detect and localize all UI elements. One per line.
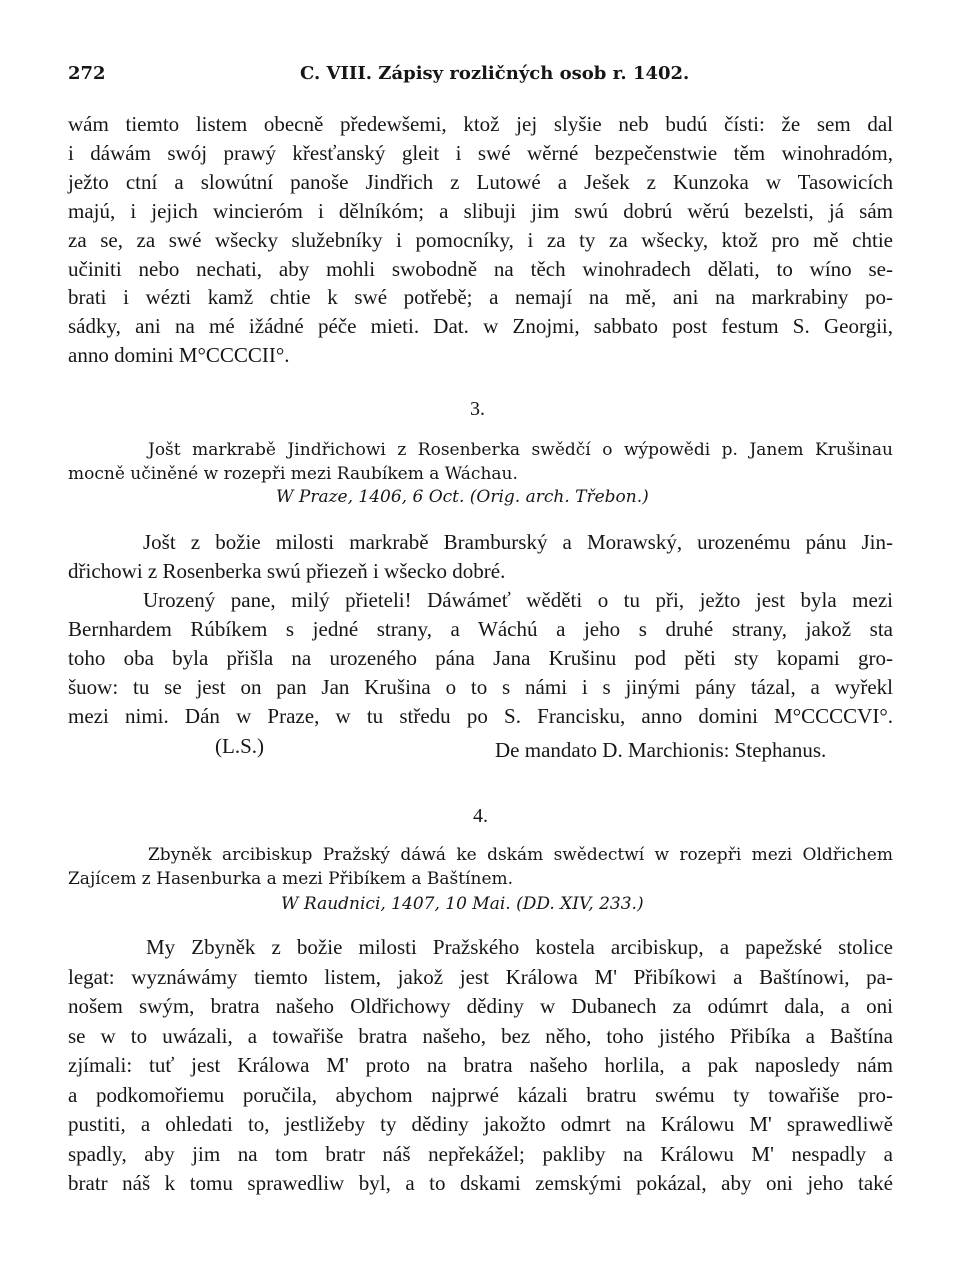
text-line: nošem swým, bratra našeho Oldřichowy dědiny w Dubanech za odúmrt dala, a oni xyxy=(68,994,893,1018)
text-line: My Zbyněk z božie milosti Pražského kostela arcibiskup, a papežské stolice xyxy=(146,935,893,959)
text-line: Jošt markrabě Jindřichowi z Rosenberka swědčí o wýpowědi p. Janem Krušinau xyxy=(148,440,893,460)
text-line: ježto ctní a slowútní panoše Jindřich z Lutowé a Ješek z Kunzoka w Tasowicích xyxy=(68,169,893,194)
text-line: majú, i jejich wincieróm i dělníkóm; a slibuji jim swú dobrú wěrú bezelsti, já sám xyxy=(68,198,893,223)
seal-mark: (L.S.) xyxy=(215,734,264,758)
text-line: Zajícem z Hasenburka a mezi Přibíkem a Baštínem. xyxy=(68,869,514,889)
text-line: Urozený pane, milý přieteli! Dáwámeť wěděti o tu při, ježto jest byla mezi xyxy=(143,588,893,612)
text-line: legat: wyznáwámy tiemto listem, jakož jest Králowa M' Přibíkowi a Baštínowi, pa- xyxy=(68,964,893,989)
text-line: se w to uwázali, a towařiše bratra našeho, bez něho, toho jistého Přibíka a Baštína xyxy=(68,1023,893,1048)
text-line: za se, za swé wšecky služebníky i pomocníky, i za ty za wšecky, ktož pro mě chtie xyxy=(68,227,893,252)
doc3-number: 3. xyxy=(470,398,485,420)
text-line: učiniti nebo nechati, aby mohli swobodně na těch winohradech dělati, to wíno se- xyxy=(68,256,893,281)
doc4-number: 4. xyxy=(473,805,488,827)
text-line: Zbyněk arcibiskup Pražský dáwá ke dskám swědectwí w rozepři mezi Oldřichem xyxy=(148,845,893,865)
text-line: spadly, aby jim na tom bratr náš nepřekážel; pakliby na Králowu M' nespadly a xyxy=(68,1141,893,1166)
text-line: šuow: tu se jest on pan Jan Krušina o to s námi i s jinými pány tázal, a wyřekl xyxy=(68,675,893,699)
page-number: 272 xyxy=(68,63,106,84)
doc3-dating: W Praze, 1406, 6 Oct. (Orig. arch. Třebon.) xyxy=(276,487,649,507)
text-line: brati i wézti kamž chtie k swé potřebě; a nemají na mě, ani na markrabiny po- xyxy=(68,285,893,310)
running-title: C. VIII. Zápisy rozličných osob r. 1402. xyxy=(300,63,690,84)
text-line: mocně učiněné w rozepři mezi Raubíkem a Wáchau. xyxy=(68,463,518,484)
text-line: a podkomořiemu poručila, abychom najprwé kázali bratru swému ty towařiše pro- xyxy=(68,1082,893,1107)
text-line: bratr náš k tomu sprawedliw byl, a to dskami zemskými pokázal, aby oni jeho také xyxy=(68,1171,893,1195)
text-line: anno domini M°CCCCII°. xyxy=(68,343,290,368)
text-line: pustiti, a ohledati to, jestližeby ty dědiny jakožto odmrt na Králowu M' sprawedliwě xyxy=(68,1112,893,1136)
text-line: sádky, ani na mé ižádné péče mieti. Dat. w Znojmi, sabbato post festum S. Georgii, xyxy=(68,314,893,339)
text-line: i dáwám swój prawý křesťanský gleit i swé wěrné bezpečenstwie těm winohradóm, xyxy=(68,140,893,165)
text-line: dřichowi z Rosenberka swú přiezeň i wšecko dobré. xyxy=(68,559,506,583)
signature: De mandato D. Marchionis: Stephanus. xyxy=(495,738,827,762)
text-line: toho oba byla přišla na urozeného pána Jana Krušinu pod pěti sty kopami gro- xyxy=(68,646,893,670)
text-line: Bernhardem Rúbíkem s jedné strany, a Wáchú a jeho s druhé strany, jakož sta xyxy=(68,617,893,641)
text-line: Jošt z božie milosti markrabě Bramburský a Morawský, urozenému pánu Jin- xyxy=(143,530,893,554)
text-line: wám tiemto listem obecně předewšemi, ktož jej slyšie neb budú čísti: že sem dal xyxy=(68,112,893,136)
text-line: mezi nimi. Dán w Praze, w tu středu po S. Francisku, anno domini M°CCCCVI°. xyxy=(68,704,893,728)
doc4-dating: W Raudnici, 1407, 10 Mai. (DD. XIV, 233.) xyxy=(281,894,644,914)
text-line: zjímali: tuť jest Králowa M' proto na bratra našeho horlila, a pak naposledy nám xyxy=(68,1053,893,1077)
